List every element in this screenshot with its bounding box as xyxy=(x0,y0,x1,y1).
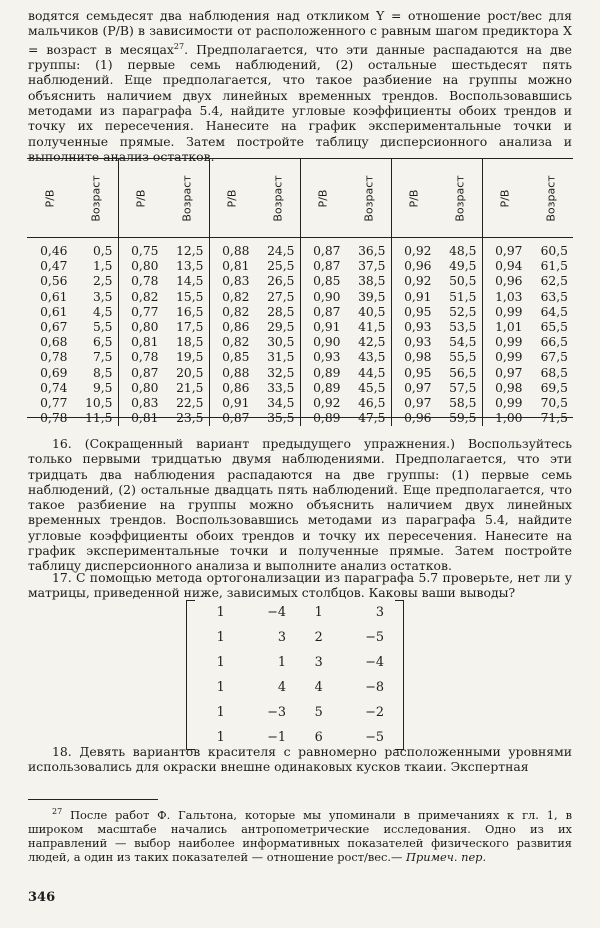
matrix-cell: 1 xyxy=(216,680,225,695)
footnote-divider xyxy=(28,799,158,800)
matrix xyxy=(186,600,404,750)
column-values: 0,97 0,94 0,96 1,03 0,99 1,01 0,99 0,99 0,97 0,98 0,99 1,00 xyxy=(495,244,523,426)
exercise-18-text: 18. Девять вариантов красителя с равномерно расположенными уровнями использовались для окраски внешне одинаковых кусков ткаии. Экспертная xyxy=(28,744,572,775)
matrix-cell: 1 xyxy=(314,605,323,620)
matrix-cell: −4 xyxy=(365,655,384,670)
page-number: 346 xyxy=(28,890,56,905)
matrix-cell: 1 xyxy=(277,655,286,670)
column-values: 0,46 0,47 0,56 0,61 0,61 0,67 0,68 0,78 0,69 0,74 0,77 0,78 xyxy=(40,244,68,426)
column-header: Возраст xyxy=(255,159,301,238)
matrix-cell: 3 xyxy=(375,605,384,620)
matrix-row xyxy=(196,675,392,700)
column-values: 24,5 25,5 26,5 27,5 28,5 29,5 30,5 31,5 32,5 33,5 34,5 35,5 xyxy=(255,238,301,427)
matrix-cell: 6 xyxy=(314,730,323,745)
column-values: 48,5 49,5 50,5 51,5 52,5 53,5 54,5 55,5 56,5 57,5 58,5 59,5 xyxy=(437,238,483,427)
matrix-right-bracket xyxy=(395,600,404,750)
column-header: Возраст xyxy=(346,159,392,238)
column-header: Р/В xyxy=(482,159,528,238)
matrix-row xyxy=(196,650,392,675)
exercise-16-text: 16. (Сокращенный вариант предыдущего упражнения.) Воспользуйтесь только первыми тридцатью двумя наблюдениями. Предполагается, что эти тридцать два наблюдения распадаются на две группы: (1) первые семь наблюдений, (2) остальные двадцать пять наблюдений. Еще предполагается, что такое разбиение на группы можно объяснить наличием двух линейных временных трендов. Воспользовавшись методами из параграфа 5.4, найдите угловые коэффициенты обоих трендов и точку их пересечения. Нанесите на график экспериментальные точки и полученные прямые. Затем постройте таблицу дисперсионного анализа и выполните анализ остатков. xyxy=(28,436,572,574)
table-body-row xyxy=(27,238,573,427)
column-header: Р/В xyxy=(209,159,255,238)
column-values: 60,5 61,5 62,5 63,5 64,5 65,5 66,5 67,5 68,5 69,5 70,5 71,5 xyxy=(540,244,568,426)
column-header: Возраст xyxy=(437,159,483,238)
matrix-cell: 2 xyxy=(314,630,323,645)
column-values: 0,87 0,87 0,85 0,90 0,87 0,91 0,90 0,93 0,89 0,89 0,92 0,89 xyxy=(313,244,341,426)
column-header: Р/В xyxy=(300,159,346,238)
column-values: 0,75 0,80 0,78 0,82 0,77 0,80 0,81 0,78 0,87 0,80 0,83 0,81 xyxy=(131,244,159,426)
column-values: 0,88 0,81 0,83 0,82 0,82 0,86 0,82 0,85 0,88 0,86 0,91 0,87 xyxy=(222,244,250,426)
matrix-cell: −2 xyxy=(365,705,384,720)
matrix-cell: −5 xyxy=(365,730,384,745)
matrix-cell: 1 xyxy=(216,655,225,670)
matrix-cell: 3 xyxy=(277,630,286,645)
matrix-cell: −8 xyxy=(365,680,384,695)
matrix-cell: −3 xyxy=(267,705,286,720)
column-header: Р/В xyxy=(118,159,164,238)
column-values: 36,5 37,5 38,5 39,5 40,5 41,5 42,5 43,5 44,5 45,5 46,5 47,5 xyxy=(346,238,392,427)
data-table xyxy=(27,158,573,426)
column-values: 0,92 0,96 0,92 0,91 0,95 0,93 0,93 0,98 0,95 0,97 0,97 0,96 xyxy=(404,244,432,426)
exercise-15-text: водятся семьдесят два наблюдения над откликом Y = отношение рост/вес для мальчиков (Р/В) в зависимости от расположенного с равным шагом предиктора X = возраст в месяцах$^{27}$. Предполагается, что эти данные распадаются на две группы: (1) первые семь наблюдений, (2) остальные шестьдесят пять наблюдений. Еще предполагается, что такое разбиение на группы можно объяснить наличием двух линейных временных трендов. Воспользовавшись методами из параграфа 5.4, найдите угловые коэффициенты обоих трендов и точку их пересечения. Нанесите на график экспериментальные точки и полученные прямые. Затем постройте таблицу дисперсионного анализа и выполните анализ остатков. xyxy=(28,8,572,164)
matrix-cell: 3 xyxy=(314,655,323,670)
matrix-row xyxy=(196,700,392,725)
exercise-17-text: 17. С помощью метода ортогонализации из параграфа 5.7 проверьте, нет ли у матрицы, приведенной ниже, зависимых столбцов. Каковы ваши выводы? xyxy=(28,570,572,601)
matrix-cell: 1 xyxy=(216,630,225,645)
footnote: $^{27}$ После работ Ф. Гальтона, которые мы упоминали в примечаниях к гл. 1, в широком масштабе начались антропометрические исследования. Одно из их направлений — выбор наиболее информативных показателей физического развития людей, а один из таких показателей — отношение рост/вес.— Примеч. пер. xyxy=(28,807,572,865)
matrix-cell: −5 xyxy=(365,630,384,645)
matrix-cell: −1 xyxy=(267,730,286,745)
matrix-cell: 1 xyxy=(216,605,225,620)
matrix-cell: 5 xyxy=(314,705,323,720)
matrix-row xyxy=(196,625,392,650)
footnote-ref: 27 xyxy=(173,41,185,51)
matrix-cell: 1 xyxy=(216,730,225,745)
table-header-row xyxy=(27,159,573,238)
column-values: 0,5 1,5 2,5 3,5 4,5 5,5 6,5 7,5 8,5 9,5 10,5 11,5 xyxy=(73,238,119,427)
matrix-cell: 4 xyxy=(277,680,286,695)
column-header: Р/В xyxy=(27,159,73,238)
matrix-cell: 1 xyxy=(216,705,225,720)
column-values: 12,5 13,5 14,5 15,5 16,5 17,5 18,5 19,5 20,5 21,5 22,5 23,5 xyxy=(164,238,210,427)
matrix-row xyxy=(196,600,392,625)
matrix-left-bracket xyxy=(186,600,195,750)
matrix-cell: −4 xyxy=(267,605,286,620)
column-header: Возраст xyxy=(73,159,119,238)
column-header: Р/В xyxy=(391,159,437,238)
matrix-cell: 4 xyxy=(314,680,323,695)
column-header: Возраст xyxy=(164,159,210,238)
column-header: Возраст xyxy=(528,159,574,238)
